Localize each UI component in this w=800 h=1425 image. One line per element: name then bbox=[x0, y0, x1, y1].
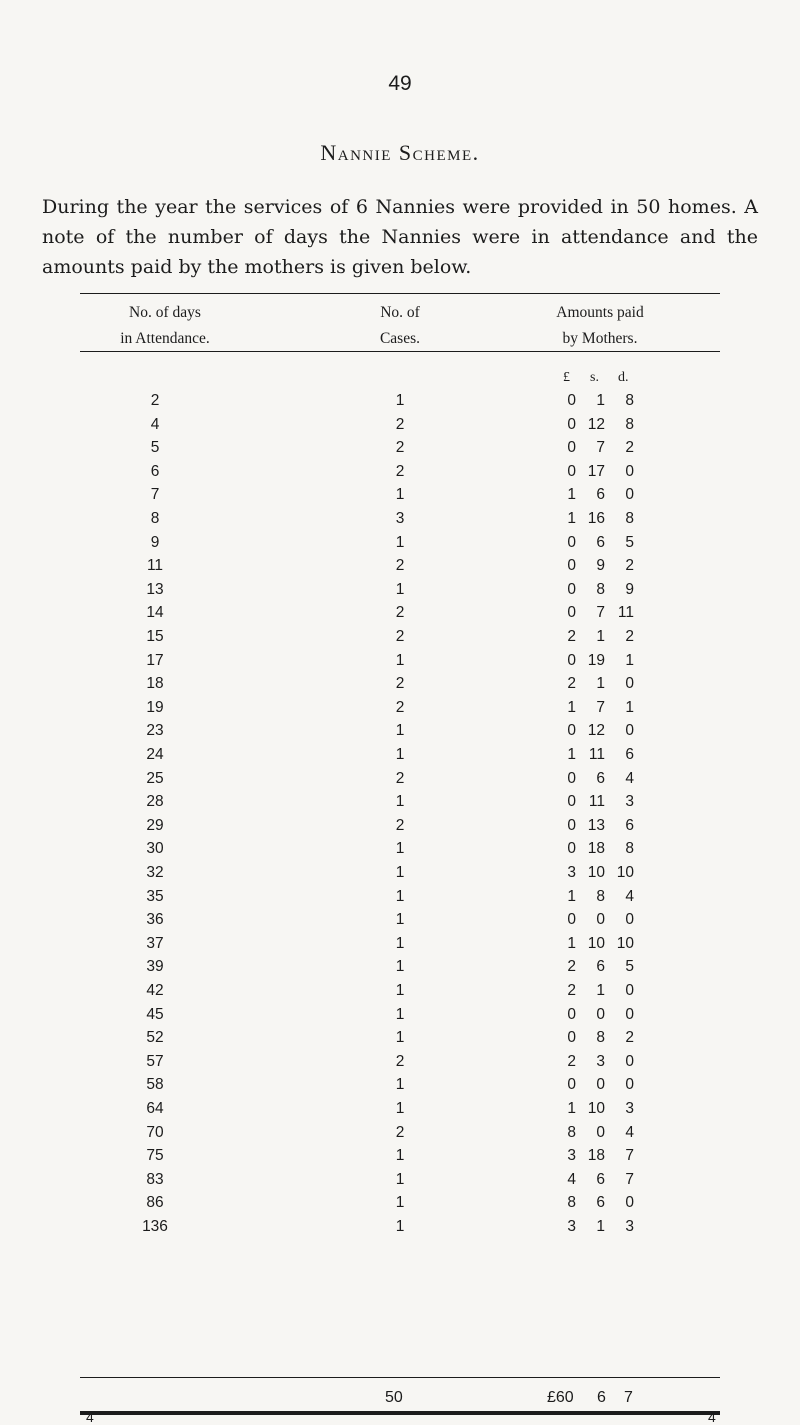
table-row bbox=[0, 1076, 800, 1100]
header-cases bbox=[320, 300, 480, 352]
cell-pounds: 2 bbox=[567, 628, 576, 645]
cell-days: 14 bbox=[146, 604, 164, 622]
cell-shillings: 7 bbox=[596, 698, 605, 716]
cell-shillings: 1 bbox=[596, 1218, 605, 1235]
cell-shillings: 8 bbox=[596, 887, 605, 905]
cell-pence: 2 bbox=[625, 628, 634, 645]
cell-pence: 8 bbox=[625, 510, 634, 527]
table-row bbox=[0, 1029, 800, 1053]
cell-pence: 1 bbox=[625, 651, 634, 669]
cell-cases: 2 bbox=[395, 675, 405, 693]
cell-cases: 1 bbox=[395, 911, 405, 929]
cell-days: 24 bbox=[146, 746, 164, 763]
table-row bbox=[0, 416, 800, 440]
cell-pence: 6 bbox=[625, 746, 634, 763]
table-row bbox=[0, 463, 800, 487]
cell-pounds: 0 bbox=[567, 816, 576, 834]
cell-pence: 7 bbox=[625, 1147, 634, 1165]
total-top-rule bbox=[80, 1377, 720, 1378]
cell-pounds: 3 bbox=[567, 1147, 576, 1165]
cell-shillings: 1 bbox=[596, 628, 605, 645]
cell-shillings: 11 bbox=[588, 746, 605, 763]
header-cases-line1: No. of bbox=[380, 304, 420, 321]
cell-pounds: 1 bbox=[567, 486, 576, 504]
cell-shillings: 13 bbox=[587, 816, 605, 834]
cell-pence: 1 bbox=[625, 698, 634, 716]
cell-cases: 2 bbox=[395, 628, 405, 645]
cell-shillings: 8 bbox=[596, 1029, 605, 1047]
cell-cases: 1 bbox=[395, 580, 405, 598]
page-title: Nannie Scheme. bbox=[320, 140, 480, 165]
table-row bbox=[0, 935, 800, 959]
cell-days: 28 bbox=[146, 793, 164, 811]
cell-cases: 1 bbox=[395, 1100, 405, 1117]
cell-pounds: 0 bbox=[567, 1005, 576, 1023]
cell-days: 70 bbox=[146, 1123, 164, 1141]
cell-cases: 2 bbox=[395, 439, 405, 457]
cell-days: 83 bbox=[146, 1170, 164, 1188]
cell-days: 25 bbox=[146, 769, 164, 787]
header-days-line2: in Attendance. bbox=[120, 330, 210, 347]
cell-shillings: 0 bbox=[596, 1123, 605, 1141]
total-bottom-rule bbox=[80, 1411, 720, 1415]
cell-cases: 1 bbox=[395, 887, 405, 905]
cell-pounds: 0 bbox=[567, 439, 576, 457]
cell-pence: 0 bbox=[625, 911, 634, 929]
cell-cases: 2 bbox=[395, 769, 405, 787]
cell-shillings: 7 bbox=[596, 604, 605, 622]
cell-pence: 0 bbox=[625, 1052, 634, 1070]
table-row bbox=[0, 1053, 800, 1077]
cell-pounds: 0 bbox=[567, 911, 576, 929]
cell-pence: 0 bbox=[625, 1076, 634, 1094]
cell-pounds: 3 bbox=[567, 864, 576, 881]
cell-pounds: 0 bbox=[567, 557, 576, 575]
intro-paragraph: During the year the services of 6 Nannies were provided in 50 homes. A note of the number of days the Nannies were in attendance and the amounts paid by the mothers is given below. bbox=[42, 196, 758, 278]
header-amount bbox=[510, 300, 690, 352]
total-shillings: 6 bbox=[597, 1389, 606, 1406]
cell-pounds: 0 bbox=[567, 722, 576, 740]
cell-pounds: 0 bbox=[567, 793, 576, 811]
cell-pounds: 2 bbox=[567, 1052, 576, 1070]
table-row bbox=[0, 793, 800, 817]
cell-days: 6 bbox=[150, 462, 160, 480]
cell-pence: 10 bbox=[616, 864, 634, 881]
cell-cases: 1 bbox=[395, 1029, 405, 1047]
cell-days: 18 bbox=[146, 675, 164, 693]
cell-days: 64 bbox=[146, 1100, 164, 1117]
cell-shillings: 6 bbox=[596, 1170, 605, 1188]
cell-cases: 1 bbox=[395, 486, 405, 504]
cell-days: 17 bbox=[146, 651, 164, 669]
cell-pounds: 1 bbox=[567, 698, 576, 716]
cell-pence: 10 bbox=[616, 934, 634, 952]
unit-pounds: £ bbox=[563, 370, 570, 385]
cell-cases: 1 bbox=[395, 1147, 405, 1165]
cell-pence: 5 bbox=[625, 533, 634, 551]
cell-cases: 1 bbox=[395, 722, 405, 740]
cell-shillings: 10 bbox=[587, 1100, 605, 1117]
cell-cases: 1 bbox=[395, 1218, 405, 1235]
cell-shillings: 12 bbox=[587, 722, 605, 740]
cell-cases: 1 bbox=[395, 533, 405, 551]
cell-cases: 1 bbox=[395, 1005, 405, 1023]
table-row bbox=[0, 817, 800, 841]
cell-cases: 2 bbox=[395, 698, 405, 716]
header-days-line1: No. of days bbox=[129, 304, 201, 321]
header-amount-line2: by Mothers. bbox=[562, 330, 638, 347]
cell-days: 86 bbox=[146, 1194, 164, 1212]
table-row bbox=[0, 1218, 800, 1242]
table-row bbox=[0, 1124, 800, 1148]
table-row bbox=[0, 557, 800, 581]
cell-pounds: 1 bbox=[567, 510, 576, 527]
cell-pence: 0 bbox=[625, 675, 634, 693]
cell-days: 42 bbox=[146, 982, 164, 999]
cell-cases: 2 bbox=[395, 415, 405, 433]
cell-pence: 3 bbox=[625, 1100, 634, 1117]
cell-pence: 4 bbox=[625, 769, 634, 787]
table-row bbox=[0, 1006, 800, 1030]
cell-days: 75 bbox=[146, 1147, 164, 1165]
cell-shillings: 18 bbox=[587, 1147, 605, 1165]
cell-days: 39 bbox=[146, 958, 164, 976]
cell-pounds: 1 bbox=[567, 1100, 576, 1117]
cell-shillings: 0 bbox=[596, 1076, 605, 1094]
cell-pence: 4 bbox=[625, 1123, 634, 1141]
cell-pounds: 0 bbox=[567, 769, 576, 787]
cell-cases: 1 bbox=[395, 840, 405, 858]
cell-shillings: 9 bbox=[596, 557, 605, 575]
cell-days: 13 bbox=[146, 580, 164, 598]
cell-days: 11 bbox=[146, 557, 164, 575]
cell-days: 57 bbox=[146, 1052, 164, 1070]
cell-pence: 0 bbox=[625, 1005, 634, 1023]
cell-pence: 3 bbox=[625, 793, 634, 811]
table-row bbox=[0, 840, 800, 864]
cell-cases: 2 bbox=[395, 557, 405, 575]
cell-pence: 2 bbox=[625, 1029, 634, 1047]
cell-days: 52 bbox=[146, 1029, 164, 1047]
cell-pence: 4 bbox=[625, 887, 634, 905]
table-row bbox=[0, 888, 800, 912]
table-row bbox=[0, 652, 800, 676]
cell-days: 5 bbox=[150, 439, 160, 457]
cell-pence: 6 bbox=[625, 816, 634, 834]
cell-pounds: 0 bbox=[567, 1029, 576, 1047]
unit-shillings: s. bbox=[590, 370, 599, 385]
cell-shillings: 12 bbox=[587, 415, 605, 433]
cell-cases: 2 bbox=[395, 604, 405, 622]
cell-days: 23 bbox=[146, 722, 164, 740]
cell-shillings: 11 bbox=[588, 793, 605, 811]
table-row bbox=[0, 746, 800, 770]
cell-shillings: 0 bbox=[596, 1005, 605, 1023]
table-row bbox=[0, 770, 800, 794]
header-cases-line2: Cases. bbox=[379, 330, 421, 347]
cell-pounds: 0 bbox=[567, 462, 576, 480]
cell-pounds: 0 bbox=[567, 392, 576, 409]
cell-days: 29 bbox=[146, 816, 164, 834]
cell-shillings: 10 bbox=[587, 934, 605, 952]
cell-days: 58 bbox=[146, 1076, 164, 1094]
table-top-rule bbox=[80, 293, 720, 294]
cell-days: 36 bbox=[146, 911, 164, 929]
header-amount-line1: Amounts paid bbox=[556, 304, 644, 321]
cell-pence: 3 bbox=[625, 1218, 634, 1235]
total-pence: 7 bbox=[624, 1389, 633, 1406]
cell-pounds: 0 bbox=[567, 533, 576, 551]
cell-pence: 8 bbox=[625, 415, 634, 433]
table-row bbox=[0, 510, 800, 534]
cell-shillings: 10 bbox=[587, 864, 605, 881]
cell-shillings: 8 bbox=[596, 580, 605, 598]
cell-shillings: 6 bbox=[596, 486, 605, 504]
cell-shillings: 7 bbox=[596, 439, 605, 457]
table-row bbox=[0, 1100, 800, 1124]
cell-pence: 8 bbox=[625, 392, 634, 409]
cell-cases: 1 bbox=[395, 793, 405, 811]
cell-shillings: 17 bbox=[587, 462, 605, 480]
cell-pence: 9 bbox=[625, 580, 634, 598]
cell-pence: 7 bbox=[625, 1170, 634, 1188]
table-row bbox=[0, 911, 800, 935]
total-pounds: £60 bbox=[547, 1389, 574, 1406]
table-row bbox=[0, 699, 800, 723]
cell-pounds: 4 bbox=[567, 1170, 576, 1188]
footer-mark-left: 4 bbox=[86, 1409, 94, 1425]
cell-days: 15 bbox=[146, 628, 164, 645]
table-row bbox=[0, 982, 800, 1006]
table-row bbox=[0, 581, 800, 605]
cell-days: 19 bbox=[146, 698, 164, 716]
page-number: 49 bbox=[388, 72, 412, 95]
table-row bbox=[0, 1194, 800, 1218]
cell-cases: 1 bbox=[395, 1194, 405, 1212]
cell-days: 8 bbox=[150, 510, 160, 527]
cell-days: 45 bbox=[146, 1005, 164, 1023]
cell-pence: 0 bbox=[625, 1194, 634, 1212]
cell-pence: 0 bbox=[625, 722, 634, 740]
cell-shillings: 3 bbox=[596, 1052, 605, 1070]
cell-cases: 2 bbox=[395, 816, 405, 834]
cell-days: 4 bbox=[150, 415, 160, 433]
cell-shillings: 1 bbox=[596, 392, 605, 409]
cell-days: 9 bbox=[150, 533, 160, 551]
cell-days: 35 bbox=[146, 887, 164, 905]
table-row bbox=[0, 722, 800, 746]
cell-cases: 1 bbox=[395, 746, 405, 763]
header-days bbox=[90, 300, 240, 352]
cell-pounds: 8 bbox=[567, 1194, 576, 1212]
cell-cases: 1 bbox=[395, 958, 405, 976]
table-row bbox=[0, 534, 800, 558]
cell-days: 32 bbox=[146, 864, 164, 881]
cell-pence: 0 bbox=[625, 486, 634, 504]
cell-pounds: 0 bbox=[567, 651, 576, 669]
cell-days: 37 bbox=[146, 934, 164, 952]
cell-shillings: 19 bbox=[587, 651, 605, 669]
table-row bbox=[0, 604, 800, 628]
table-row bbox=[0, 675, 800, 699]
cell-pence: 2 bbox=[625, 557, 634, 575]
cell-shillings: 1 bbox=[596, 675, 605, 693]
cell-pounds: 0 bbox=[567, 1076, 576, 1094]
cell-pence: 2 bbox=[625, 439, 634, 457]
cell-pounds: 2 bbox=[567, 982, 576, 999]
cell-pounds: 8 bbox=[567, 1123, 576, 1141]
cell-pounds: 0 bbox=[567, 840, 576, 858]
total-cases: 50 bbox=[385, 1389, 403, 1406]
cell-pence: 8 bbox=[625, 840, 634, 858]
cell-days: 2 bbox=[150, 392, 160, 409]
cell-cases: 1 bbox=[395, 982, 405, 999]
cell-pounds: 1 bbox=[567, 887, 576, 905]
cell-days: 7 bbox=[150, 486, 160, 504]
cell-shillings: 6 bbox=[596, 958, 605, 976]
cell-pence: 0 bbox=[625, 982, 634, 999]
table-row bbox=[0, 1171, 800, 1195]
cell-cases: 1 bbox=[395, 934, 405, 952]
cell-cases: 2 bbox=[395, 1052, 405, 1070]
cell-pounds: 0 bbox=[567, 415, 576, 433]
cell-pence: 5 bbox=[625, 958, 634, 976]
cell-shillings: 6 bbox=[596, 1194, 605, 1212]
cell-pounds: 2 bbox=[567, 958, 576, 976]
cell-pounds: 1 bbox=[567, 746, 576, 763]
cell-pounds: 3 bbox=[567, 1218, 576, 1235]
cell-cases: 3 bbox=[395, 510, 405, 527]
cell-cases: 2 bbox=[395, 462, 405, 480]
cell-shillings: 6 bbox=[596, 769, 605, 787]
table-row bbox=[0, 628, 800, 652]
table-row bbox=[0, 392, 800, 416]
cell-pence: 0 bbox=[625, 462, 634, 480]
cell-cases: 2 bbox=[395, 1123, 405, 1141]
cell-pounds: 0 bbox=[567, 604, 576, 622]
cell-shillings: 1 bbox=[596, 982, 605, 999]
table-row bbox=[0, 439, 800, 463]
cell-shillings: 6 bbox=[596, 533, 605, 551]
table-row bbox=[0, 958, 800, 982]
cell-cases: 1 bbox=[395, 392, 405, 409]
cell-shillings: 16 bbox=[587, 510, 605, 527]
table-row bbox=[0, 486, 800, 510]
table-row bbox=[0, 864, 800, 888]
unit-pence: d. bbox=[618, 370, 629, 385]
cell-pounds: 0 bbox=[567, 580, 576, 598]
cell-pounds: 2 bbox=[567, 675, 576, 693]
cell-cases: 1 bbox=[395, 864, 405, 881]
footer-mark-right: 4 bbox=[708, 1409, 716, 1425]
cell-pence: 11 bbox=[617, 604, 634, 622]
cell-shillings: 0 bbox=[596, 911, 605, 929]
table-row bbox=[0, 1147, 800, 1171]
cell-cases: 1 bbox=[395, 651, 405, 669]
cell-shillings: 18 bbox=[587, 840, 605, 858]
cell-cases: 1 bbox=[395, 1076, 405, 1094]
cell-cases: 1 bbox=[395, 1170, 405, 1188]
cell-pounds: 1 bbox=[567, 934, 576, 952]
cell-days: 136 bbox=[142, 1218, 168, 1235]
header-bottom-rule bbox=[80, 351, 720, 352]
cell-days: 30 bbox=[146, 840, 164, 858]
